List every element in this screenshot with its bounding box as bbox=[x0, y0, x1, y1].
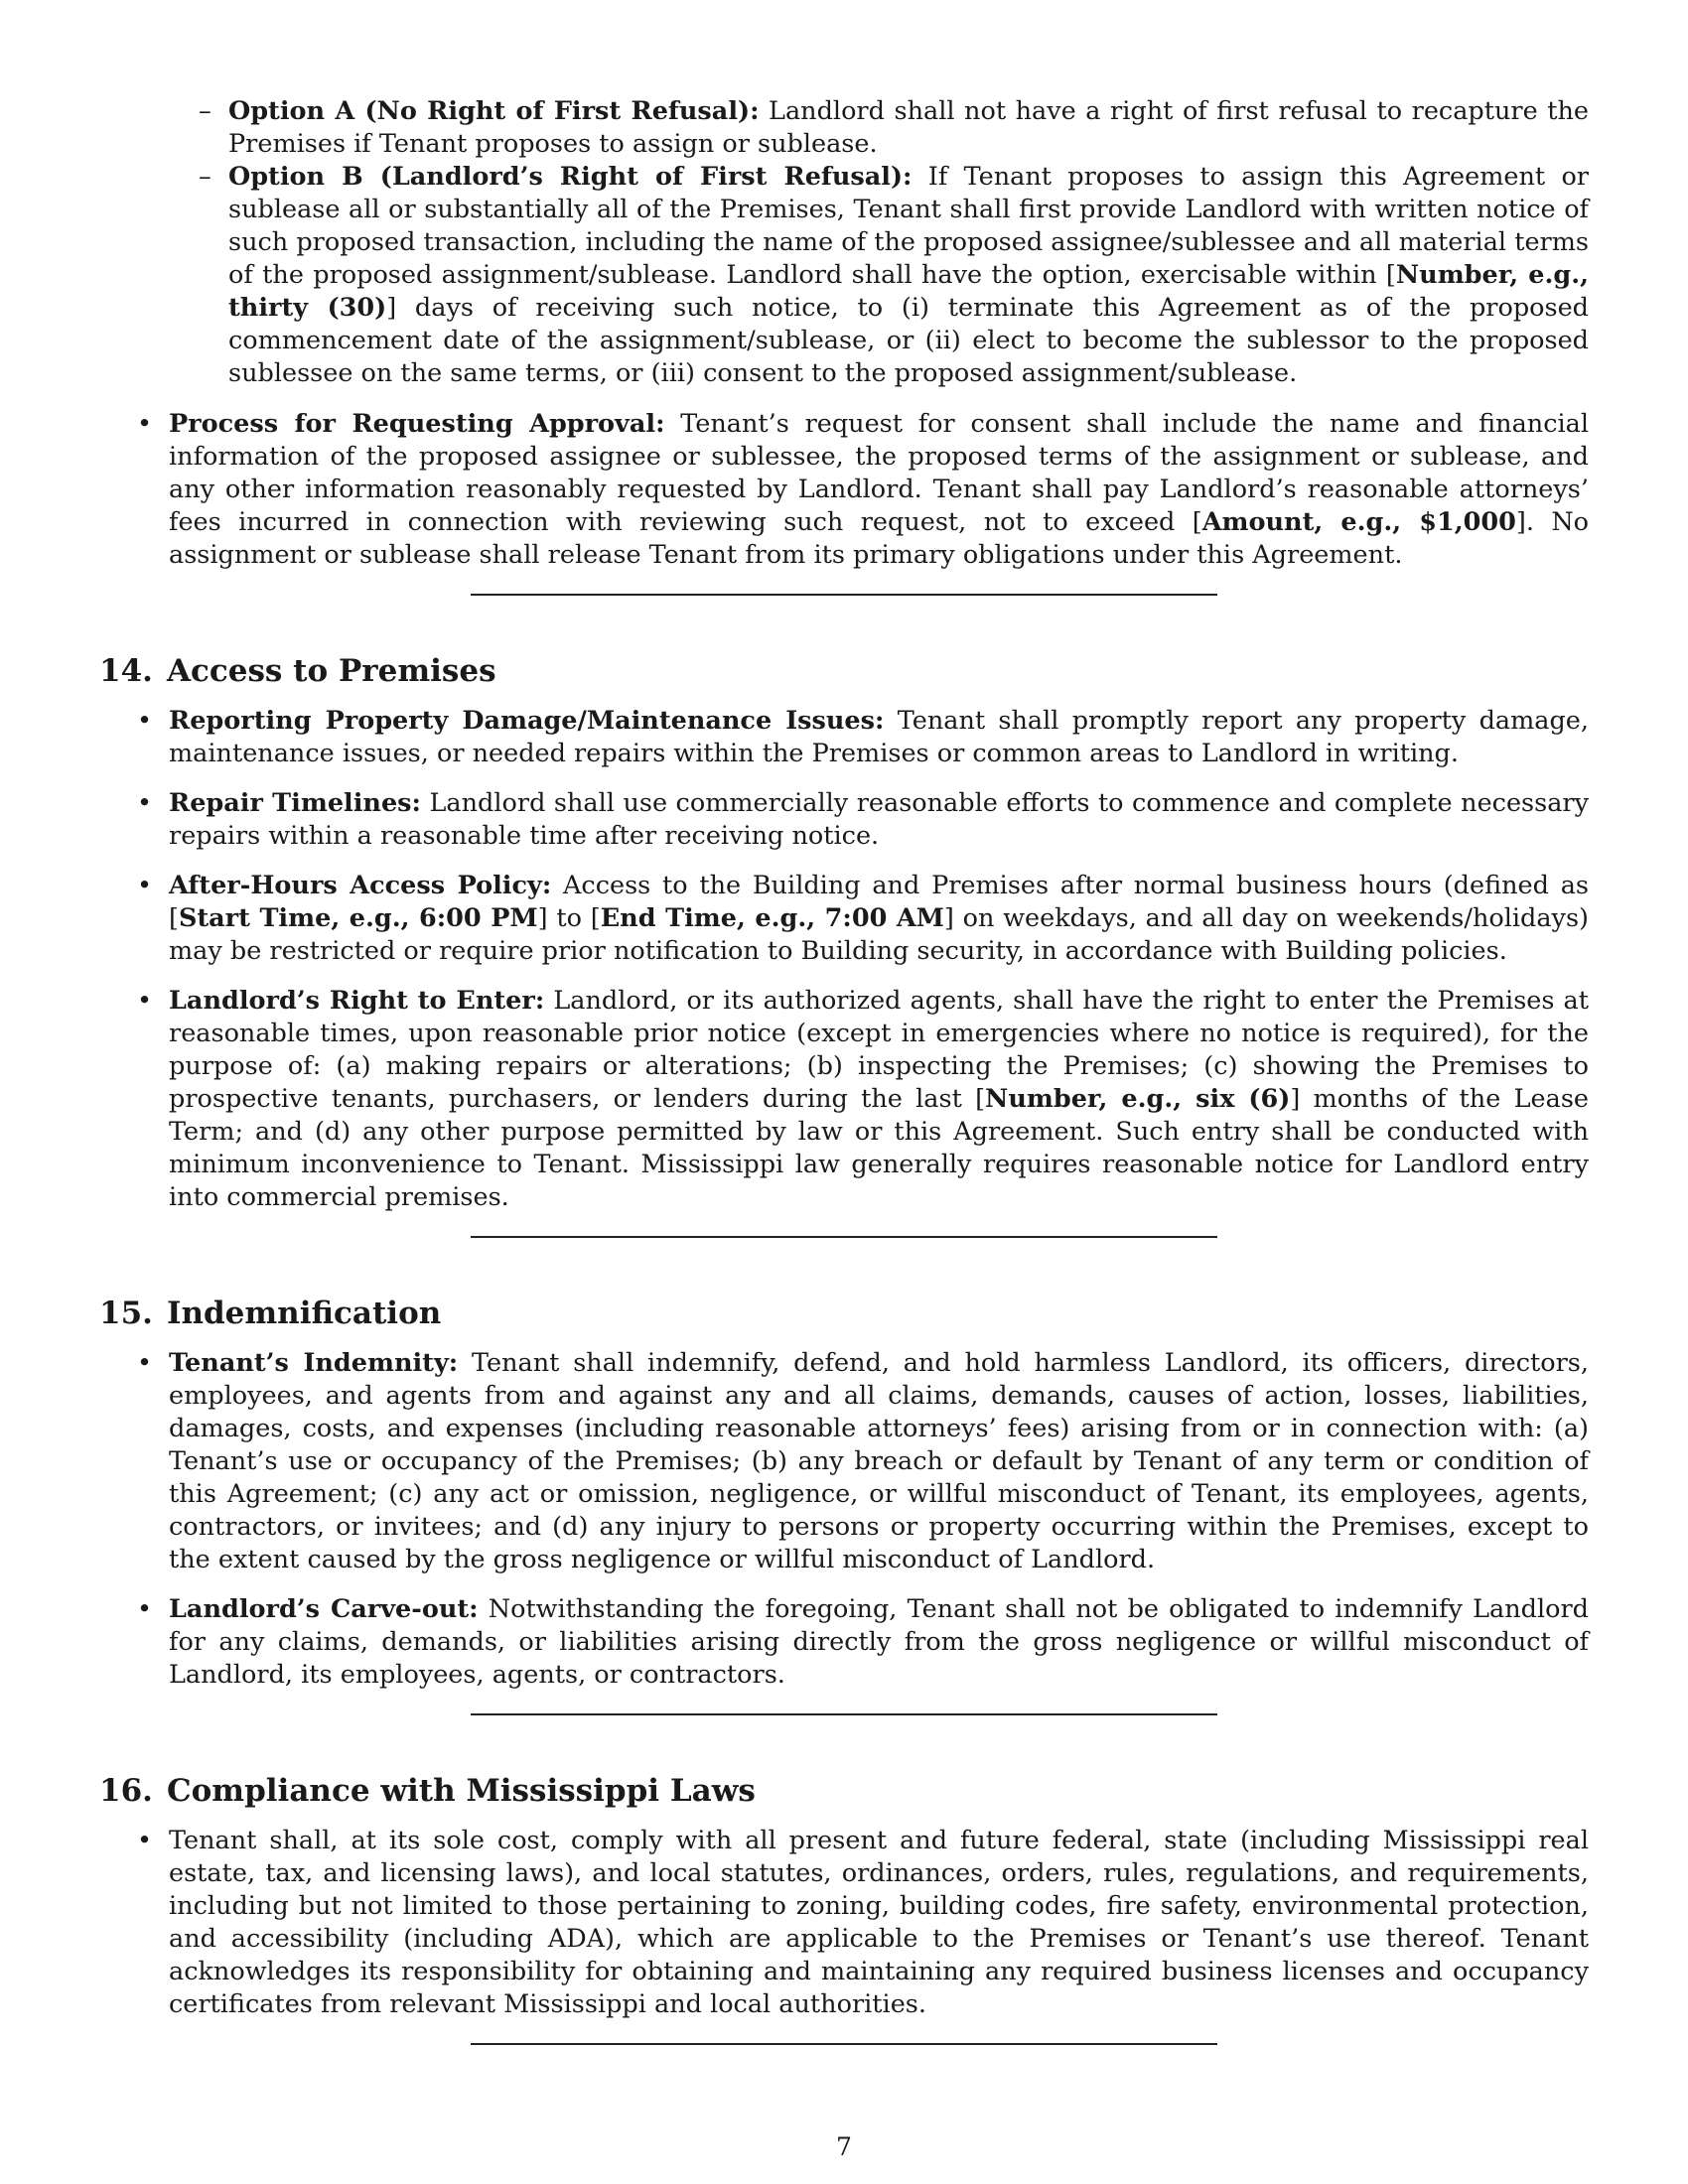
dash-marker: – bbox=[199, 96, 211, 126]
item-text: Notwithstanding the foregoing, Tenant shall not be obligated to indemnify Landlord for any claims, demands, or liabilities arising directly from the gross negligence or willful misconduct of Landlord, its employees, agents, or contractors. bbox=[169, 1594, 1589, 1690]
bullet-marker: • bbox=[137, 706, 153, 736]
section-divider bbox=[471, 1236, 1217, 1238]
process-item bbox=[137, 408, 1590, 572]
item-label: After-Hours Access Policy: bbox=[169, 871, 552, 900]
section-divider bbox=[471, 594, 1217, 596]
section-15-list bbox=[99, 1347, 1589, 1692]
item-placeholder: Start Time, e.g., 6:00 PM bbox=[178, 903, 538, 933]
page-content bbox=[99, 95, 1589, 2045]
section-14-title: Access to Premises bbox=[166, 653, 496, 689]
item-text: Tenant shall, at its sole cost, comply with all present and future federal, state (including Mississippi real estate, tax, and licensing laws), and local statutes, ordinances, orders, rules, regulations, and requirements, including but not limited to those pertaining to zoning, building codes, fire safety, environmental protection, and accessibility (including ADA), which are applicable to the Premises or Tenant’s use thereof. Tenant acknowledges its responsibility for obtaining and maintaining any required business licenses and occupancy certificates from relevant Mississippi and local authorities. bbox=[169, 1826, 1589, 2019]
item-text: Tenant shall promptly report any property damage, maintenance issues, or needed repairs within the Premises or common areas to Landlord in writing. bbox=[169, 706, 1590, 768]
section-15-heading bbox=[99, 1294, 1589, 1333]
section-16-list bbox=[99, 1825, 1589, 2021]
list-item bbox=[137, 1825, 1589, 2021]
item-text: Landlord, or its authorized agents, shall have the right to enter the Premises at reasonable times, upon reasonable prior notice (except in emergencies where no notice is required), for the purpose of: (a) making repairs or alterations; (b) inspecting the Premises; (c) showing the Premises to prospective tenants, purchasers, or lenders during the last [ bbox=[169, 986, 1589, 1114]
section-16-heading bbox=[99, 1771, 1589, 1811]
option-b bbox=[199, 161, 1589, 390]
dash-marker: – bbox=[199, 162, 211, 192]
option-a-label: Option A (No Right of First Refusal): bbox=[228, 96, 760, 126]
process-placeholder: Amount, e.g., $1,000 bbox=[1201, 507, 1516, 537]
option-a-text: Landlord shall not have a right of first refusal to recapture the Premises if Tenant proposes to assign or sublease. bbox=[228, 96, 1589, 159]
section-15-title: Indemnification bbox=[166, 1296, 442, 1331]
section-divider bbox=[471, 1713, 1217, 1715]
option-b-label: Option B (Landlord’s Right of First Refusal): bbox=[228, 162, 913, 192]
item-label: Reporting Property Damage/Maintenance Issues: bbox=[169, 706, 885, 736]
item-text: ] on weekdays, and all day on weekends/holidays) may be restricted or require prior notification to Building security, in accordance with Building policies. bbox=[169, 903, 1589, 966]
option-b-placeholder: Number, e.g., thirty (30) bbox=[228, 260, 1589, 323]
bullet-marker: • bbox=[137, 871, 153, 900]
item-placeholder: Number, e.g., six (6) bbox=[985, 1084, 1291, 1114]
process-text-2: ]. No assignment or sublease shall release Tenant from its primary obligations under this Agreement. bbox=[169, 507, 1589, 570]
item-label: Tenant’s Indemnity: bbox=[169, 1348, 459, 1378]
item-label: Repair Timelines: bbox=[169, 788, 421, 818]
bullet-marker: • bbox=[137, 409, 153, 439]
section-14-list bbox=[99, 705, 1589, 1214]
option-list bbox=[199, 95, 1589, 390]
list-item bbox=[137, 705, 1590, 770]
bullet-marker: • bbox=[137, 1348, 153, 1378]
list-item bbox=[137, 870, 1589, 968]
section-16-title: Compliance with Mississippi Laws bbox=[166, 1773, 756, 1809]
section-16-number: 16. bbox=[99, 1773, 153, 1809]
page-number: 7 bbox=[836, 2132, 852, 2161]
option-b-text-2: ] days of receiving such notice, to (i) terminate this Agreement as of the proposed commencement date of the assignment/sublease, or (ii) elect to become the sublessor to the proposed sublessee on the same terms, or (iii) consent to the proposed assignment/sublease. bbox=[228, 293, 1589, 388]
section-15-number: 15. bbox=[99, 1296, 153, 1331]
item-placeholder: End Time, e.g., 7:00 AM bbox=[600, 903, 944, 933]
list-item bbox=[137, 787, 1590, 853]
item-text: Landlord shall use commercially reasonable efforts to commence and complete necessary repairs within a reasonable time after receiving notice. bbox=[169, 788, 1590, 851]
section-14-heading bbox=[99, 651, 1589, 691]
option-a bbox=[199, 95, 1589, 161]
list-item bbox=[137, 1593, 1589, 1692]
bullet-marker: • bbox=[137, 986, 153, 1016]
item-text: Tenant shall indemnify, defend, and hold harmless Landlord, its officers, directors, employees, and agents from and against any and all claims, demands, causes of action, losses, liabilities, damages, costs, and expenses (including reasonable attorneys’ fees) arising from or in connection with: (a) Tenant’s use or occupancy of the Premises; (b) any breach or default by Tenant of any term or condition of this Agreement; (c) any act or omission, negligence, or willful misconduct of Tenant, its employees, agents, contractors, or invitees; and (d) any injury to persons or property occurring within the Premises, except to the extent caused by the gross negligence or willful misconduct of Landlord. bbox=[169, 1348, 1589, 1574]
process-list bbox=[99, 408, 1589, 572]
bullet-marker: • bbox=[137, 788, 153, 818]
process-label: Process for Requesting Approval: bbox=[169, 409, 665, 439]
process-text-1: Tenant’s request for consent shall include the name and financial information of the proposed assignee or sublessee, the proposed terms of the assignment or sublease, and any other information reasonably requested by Landlord. Tenant shall pay Landlord’s reasonable attorneys’ fees incurred in connection with reviewing such request, not to exceed [ bbox=[169, 409, 1590, 537]
section-14-number: 14. bbox=[99, 653, 153, 689]
item-text: ] to [ bbox=[537, 903, 601, 933]
bullet-marker: • bbox=[137, 1594, 153, 1624]
item-text: ] months of the Lease Term; and (d) any other purpose permitted by law or this Agreement. Such entry shall be conducted with minimum inconvenience to Tenant. Mississippi law generally requires reasonable notice for Landlord entry into commercial premises. bbox=[169, 1084, 1589, 1212]
item-label: Landlord’s Carve-out: bbox=[169, 1594, 479, 1624]
list-item bbox=[137, 1347, 1589, 1576]
list-item bbox=[137, 985, 1589, 1214]
section-divider bbox=[471, 2043, 1217, 2045]
item-label: Landlord’s Right to Enter: bbox=[169, 986, 545, 1016]
item-text: Access to the Building and Premises after normal business hours (defined as [ bbox=[169, 871, 1589, 933]
option-b-text-1: If Tenant proposes to assign this Agreement or sublease all or substantially all of the Premises, Tenant shall first provide Landlord with written notice of such proposed transaction, including the name of the proposed assignee/sublessee and all material terms of the proposed assignment/sublease. Landlord shall have the option, exercisable within [ bbox=[228, 162, 1589, 290]
bullet-marker: • bbox=[137, 1826, 153, 1855]
